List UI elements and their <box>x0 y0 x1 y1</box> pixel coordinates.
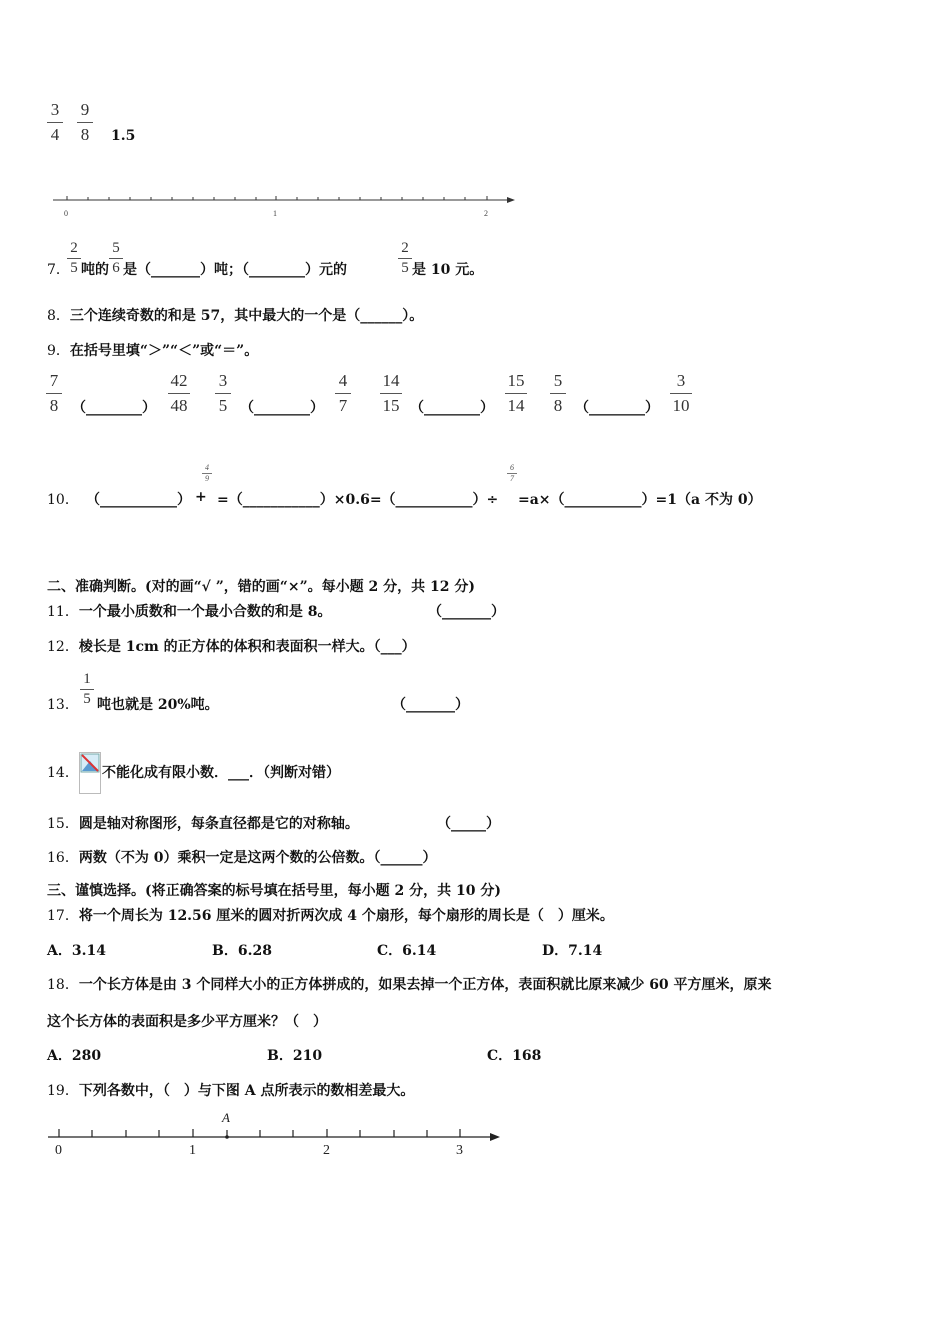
q9-pair3-a: 14 15 <box>380 372 402 415</box>
question-18-line-2: 这个长方体的表面积是多少平方厘米？（ ） <box>47 1014 327 1030</box>
q13-fraction: 1 5 <box>80 672 94 707</box>
q18-option-a[interactable]: A．280 <box>47 1048 102 1064</box>
question-19: 19．下列各数中，（ ）与下图 A 点所表示的数相差最大。 <box>47 1083 415 1099</box>
q10-fraction-a: 4 9 <box>202 464 212 483</box>
q9-blank-1[interactable]: （________） <box>72 400 156 416</box>
question-8: 8．三个连续奇数的和是 57，其中最大的一个是（______）。 <box>47 308 424 324</box>
intro-number-line <box>45 188 525 220</box>
question-16: 16．两数（不为 0）乘积一定是这两个数的公倍数。（______） <box>47 850 437 866</box>
q9-pair1-a: 7 8 <box>46 372 62 415</box>
q9-pair4-a: 5 8 <box>550 372 566 415</box>
q9-pair4-b: 3 10 <box>670 372 692 415</box>
question-18-line-1: 18．一个长方体是由 3 个同样大小的正方体拼成的，如果去掉一个正方体，表面积就比原来减少 60 平方厘米，原来 <box>47 977 772 993</box>
q9-pair2-b: 4 7 <box>335 372 351 415</box>
question-10-number: 10． <box>47 492 79 508</box>
intro-fraction-2: 9 8 <box>77 101 93 144</box>
q17-option-a[interactable]: A．3.14 <box>47 943 106 959</box>
q9-pair3-b: 15 14 <box>505 372 527 415</box>
intro-tick-label: 2 <box>484 209 488 218</box>
intro-tick-label: 1 <box>273 209 277 218</box>
question-15: 15．圆是轴对称图形，每条直径都是它的对称轴。 <box>47 816 359 832</box>
q19-tick-label: 1 <box>189 1143 196 1158</box>
q7-text-2: 是（_______）吨；（________）元的 <box>123 262 347 278</box>
question-14-number: 14． <box>47 765 79 781</box>
q19-number-line <box>40 1108 510 1160</box>
section-2-title: 二、准确判断。(对的画“√ ”，错的画“×”。每小题 2 分，共 12 分) <box>47 579 475 595</box>
q14-text: 不能化成有限小数．___．（判断对错） <box>102 765 340 781</box>
q7-fraction-2: 5 6 <box>109 241 123 276</box>
intro-fraction-1: 3 4 <box>47 101 63 144</box>
q9-blank-4[interactable]: （________） <box>575 400 659 416</box>
q9-pair1-b: 42 48 <box>168 372 190 415</box>
question-17: 17．将一个周长为 12.56 厘米的圆对折两次成 4 个扇形，每个扇形的周长是（ ）厘米。 <box>47 908 614 924</box>
q19-tick-label: 0 <box>55 1143 62 1158</box>
q15-blank[interactable]: （_____） <box>437 816 500 832</box>
q13-blank[interactable]: （_______） <box>392 697 469 713</box>
q17-option-b[interactable]: B．6.28 <box>212 943 272 959</box>
q7-fraction-3: 2 5 <box>398 241 412 276</box>
question-13-number: 13． <box>47 697 79 713</box>
intro-tick-label: 0 <box>64 209 68 218</box>
q19-tick-label: 2 <box>323 1143 330 1158</box>
question-9: 9．在括号里填“＞”“＜”或“＝”。 <box>47 343 259 359</box>
q18-option-c[interactable]: C．168 <box>487 1048 542 1064</box>
q7-text-3: 是 10 元。 <box>412 262 484 278</box>
q10-fraction-b: 6 7 <box>507 464 517 483</box>
q7-text-1: 吨的 <box>81 262 109 278</box>
q19-point-label: A <box>222 1110 230 1125</box>
q19-point-a <box>225 1135 229 1139</box>
q18-option-b[interactable]: B．210 <box>267 1048 323 1064</box>
broken-image-icon <box>79 752 101 794</box>
question-7-number: 7． <box>47 262 70 278</box>
q7-fraction-1: 2 5 <box>67 241 81 276</box>
q17-option-d[interactable]: D．7.14 <box>542 943 603 959</box>
intro-decimal: 1.5 <box>111 128 136 144</box>
q19-tick-label: 3 <box>456 1143 463 1158</box>
section-3-title: 三、谨慎选择。(将正确答案的标号填在括号里，每小题 2 分，共 10 分) <box>47 883 501 899</box>
q10-blank-1[interactable]: （___________） <box>86 492 191 508</box>
q13-text: 吨也就是 20%吨。 <box>97 697 219 713</box>
q11-blank[interactable]: （_______） <box>428 604 505 620</box>
q9-pair2-a: 3 5 <box>215 372 231 415</box>
q9-blank-3[interactable]: （________） <box>410 400 494 416</box>
q9-blank-2[interactable]: （________） <box>240 400 324 416</box>
q17-option-c[interactable]: C．6.14 <box>377 943 437 959</box>
q10-text-2: =a×（___________）=1（a 不为 0） <box>518 492 762 508</box>
q10-text-1: =（___________）×0.6=（___________）÷ <box>217 492 499 508</box>
q10-plus: + <box>195 489 207 505</box>
question-12: 12．棱长是 1cm 的正方体的体积和表面积一样大。（___） <box>47 639 416 655</box>
question-11: 11．一个最小质数和一个最小合数的和是 8。 <box>47 604 332 620</box>
